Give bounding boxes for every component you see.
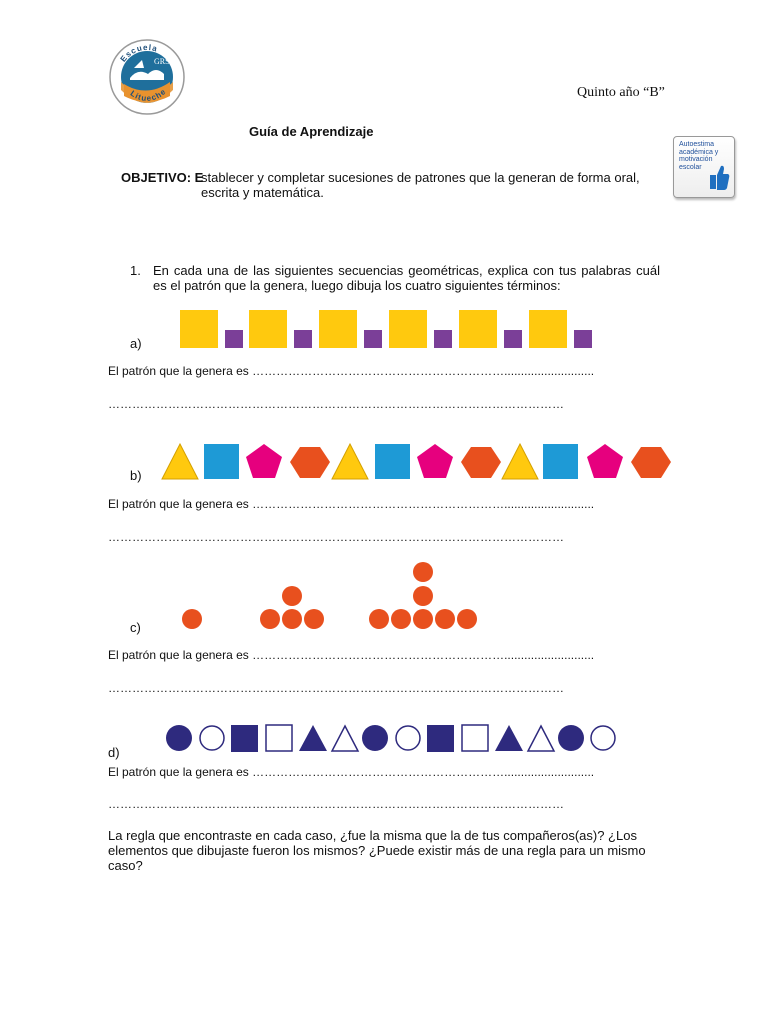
navy-triangle-filled <box>495 725 523 751</box>
pattern-line-a: El patrón que la genera es ………………………………………………………........................... <box>108 364 595 378</box>
yellow-square <box>319 310 357 348</box>
objective-label: OBJETIVO: E <box>121 170 204 185</box>
pattern-line-b: El patrón que la genera es ………………………………………………………........................... <box>108 497 595 511</box>
closing-question: La regla que encontraste en cada caso, ¿fue la misma que la de tus compañeros(as)? ¿Los elementos que dibujaste fueron los mismos? ¿Puede existir más de una regla para un mismo caso? <box>108 828 646 873</box>
blank-line-c: …………………………………………………………………………………………………… <box>108 681 564 695</box>
magenta-pentagon <box>587 444 623 478</box>
navy-circle-outline <box>396 726 420 750</box>
navy-circle-outline <box>591 726 615 750</box>
thumbs-up-icon <box>708 163 730 191</box>
navy-square-filled <box>231 725 258 752</box>
yellow-square <box>529 310 567 348</box>
orange-dot <box>260 609 280 629</box>
orange-dot <box>457 609 477 629</box>
sequence-c-label: c) <box>130 620 141 635</box>
orange-dot <box>282 609 302 629</box>
purple-square <box>574 330 592 348</box>
grade-label: Quinto año “B” <box>577 85 665 100</box>
navy-circle-filled <box>166 725 192 751</box>
blue-square <box>375 444 410 479</box>
sequence-b-figures <box>160 440 675 484</box>
orange-hexagon <box>631 447 671 478</box>
orange-dot <box>369 609 389 629</box>
yellow-triangle <box>502 444 538 479</box>
objective-text: stablecer y completar sucesiones de patrones que la generan de forma oral, escrita y matemática. <box>201 170 640 200</box>
blue-square <box>204 444 239 479</box>
sequence-c-figures <box>175 555 485 635</box>
sequence-d-figures <box>162 720 622 758</box>
sequence-a-label: a) <box>130 336 142 351</box>
navy-circle-filled <box>558 725 584 751</box>
pattern-line-d: El patrón que la genera es ………………………………………………………........................... <box>108 765 595 779</box>
blank-line-d: …………………………………………………………………………………………………… <box>108 797 564 811</box>
purple-square <box>364 330 382 348</box>
logo-monogram: GRSH <box>154 57 176 66</box>
navy-square-filled <box>427 725 454 752</box>
magenta-pentagon <box>417 444 453 478</box>
orange-dot <box>413 609 433 629</box>
yellow-square <box>389 310 427 348</box>
orange-dot <box>435 609 455 629</box>
purple-square <box>504 330 522 348</box>
sequence-d-label: d) <box>108 745 120 760</box>
blue-square <box>543 444 578 479</box>
navy-square-outline <box>462 725 488 751</box>
self-esteem-badge <box>673 136 735 198</box>
objective <box>121 170 681 200</box>
yellow-square <box>459 310 497 348</box>
yellow-square <box>249 310 287 348</box>
navy-square-outline <box>266 725 292 751</box>
navy-triangle-outline <box>332 726 358 751</box>
question-number: 1. <box>130 263 141 278</box>
navy-circle-outline <box>200 726 224 750</box>
orange-dot <box>304 609 324 629</box>
navy-circle-filled <box>362 725 388 751</box>
orange-dot <box>413 586 433 606</box>
page-title: Guía de Aprendizaje <box>249 124 374 139</box>
orange-hexagon <box>461 447 501 478</box>
purple-square <box>225 330 243 348</box>
yellow-square <box>180 310 218 348</box>
orange-dot <box>182 609 202 629</box>
sequence-a-figures <box>170 306 600 356</box>
orange-hexagon <box>290 447 330 478</box>
logo-text-top: Escuela <box>118 42 159 64</box>
magenta-pentagon <box>246 444 282 478</box>
pattern-line-c: El patrón que la genera es ………………………………………………………........................... <box>108 648 595 662</box>
orange-dot <box>391 609 411 629</box>
blank-line-b: …………………………………………………………………………………………………… <box>108 530 564 544</box>
blank-line-a: …………………………………………………………………………………………………… <box>108 397 564 411</box>
yellow-triangle <box>162 444 198 479</box>
purple-square <box>434 330 452 348</box>
orange-dot <box>413 562 433 582</box>
purple-square <box>294 330 312 348</box>
badge-text: Autoestima académica y motivación escolar <box>679 141 719 171</box>
yellow-triangle <box>332 444 368 479</box>
sequence-b-label: b) <box>130 468 142 483</box>
orange-dot <box>282 586 302 606</box>
navy-triangle-filled <box>299 725 327 751</box>
logo-text-bottom: Litueche <box>128 86 169 104</box>
school-logo <box>108 38 186 116</box>
navy-triangle-outline <box>528 726 554 751</box>
question-text: En cada una de las siguientes secuencias geométricas, explica con tus palabras cuál es el patrón que la genera, luego dibuja los cuatro siguientes términos: <box>153 263 660 293</box>
